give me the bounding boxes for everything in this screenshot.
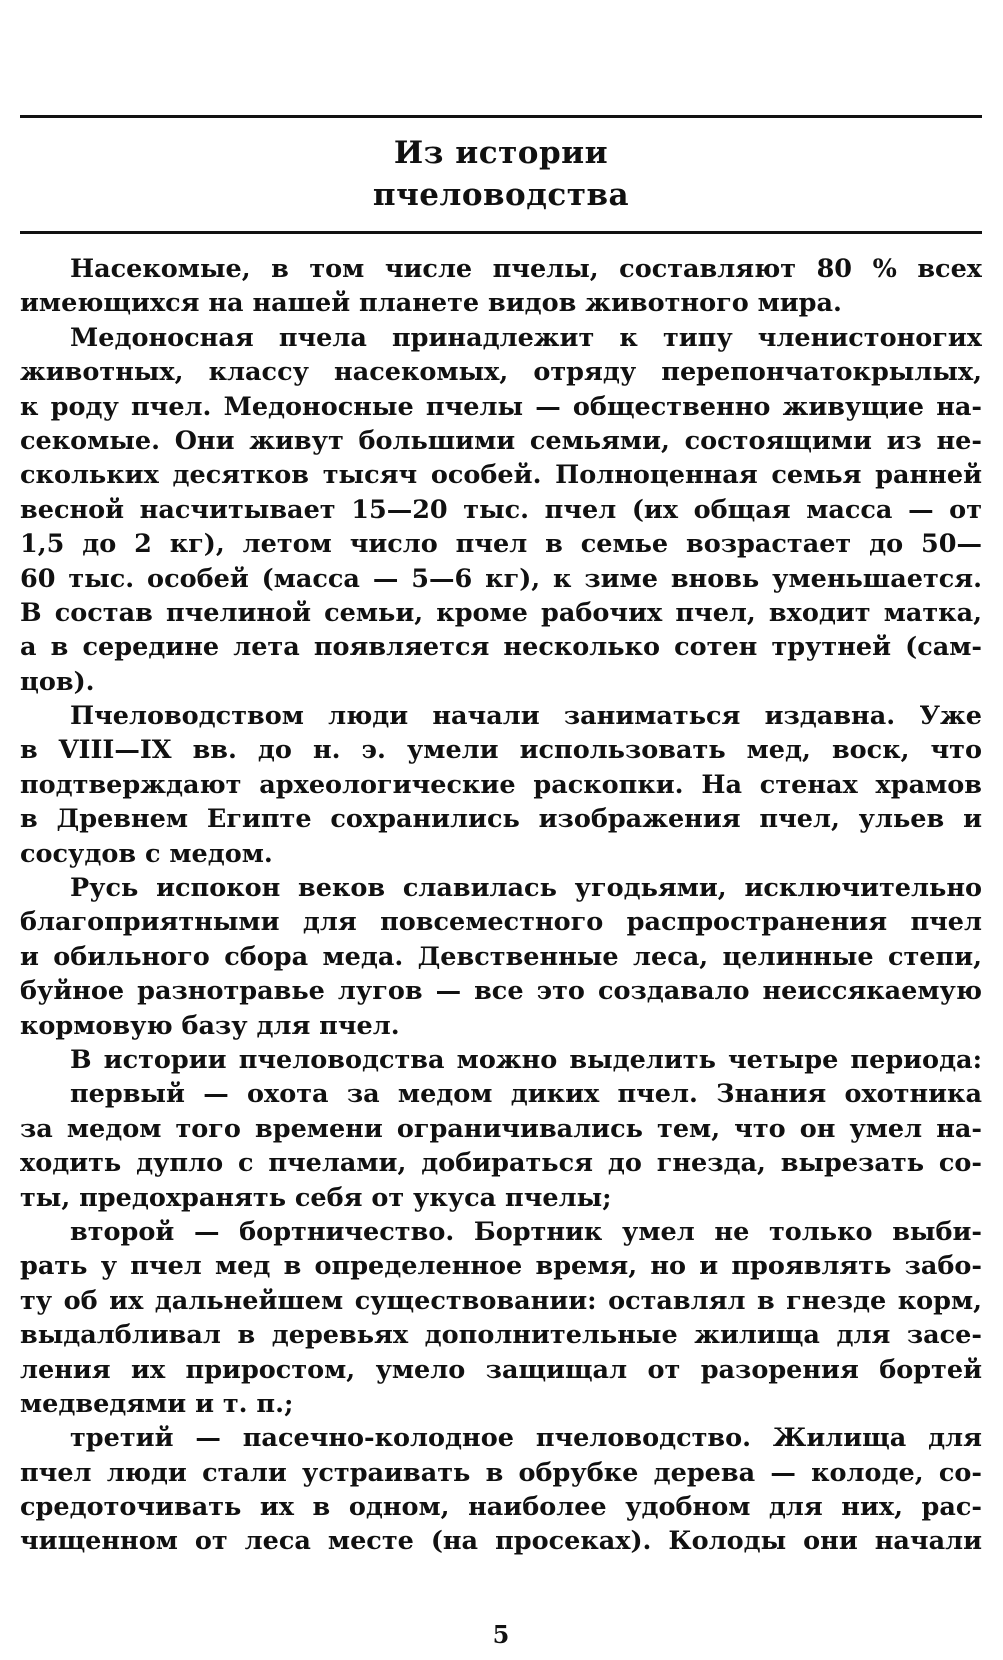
top-rule bbox=[20, 115, 982, 118]
text-line: ту об их дальнейшем существовании: оставлял в гнезде корм, bbox=[20, 1285, 982, 1316]
text-line: 60 тыс. особей (масса — 5—6 кг), к зиме вновь уменьшается. bbox=[20, 563, 982, 594]
text-line: скольких десятков тысяч особей. Полноценная семья ранней bbox=[20, 460, 982, 491]
bottom-rule bbox=[20, 231, 982, 234]
text-line: цов). bbox=[20, 666, 95, 697]
page-number: 5 bbox=[492, 1620, 510, 1649]
text-line: рать у пчел мед в определенное время, но и проявлять забо- bbox=[20, 1251, 982, 1282]
text-line: кормовую базу для пчел. bbox=[20, 1010, 400, 1041]
text-line: выдалбливал в деревьях дополнительные жилища для засе- bbox=[20, 1320, 982, 1351]
text-line: ты, предохранять себя от укуса пчелы; bbox=[20, 1182, 612, 1213]
text-line: пчел люди стали устраивать в обрубке дерева — колоде, со- bbox=[20, 1457, 982, 1488]
text-line: ходить дупло с пчелами, добираться до гнезда, вырезать со- bbox=[20, 1148, 982, 1179]
text-line: ления их приростом, умело защищал от разорения бортей bbox=[20, 1354, 982, 1385]
text-line: в VIII—IX вв. до н. э. умели использовать мед, воск, что bbox=[20, 735, 982, 766]
text-line: секомые. Они живут большими семьями, состоящими из не- bbox=[20, 425, 982, 456]
text-line: второй — бортничество. Бортник умел не только выби- bbox=[70, 1216, 982, 1247]
text-line: Насекомые, в том числе пчелы, составляют 80 % всех bbox=[70, 254, 982, 284]
text-line: в Древнем Египте сохранились изображения пчел, ульев и bbox=[20, 804, 982, 835]
text-line: за медом того времени ограничивались тем, что он умел на- bbox=[20, 1113, 982, 1144]
body-text bbox=[20, 252, 982, 1559]
text-line: третий — пасечно-колодное пчеловодство. Жилища для bbox=[70, 1423, 982, 1454]
text-line: медведями и т. п.; bbox=[20, 1388, 294, 1419]
chapter-title bbox=[20, 132, 982, 216]
text-line: сосудов с медом. bbox=[20, 838, 273, 869]
chapter-title-line-2: пчеловодства bbox=[372, 177, 630, 213]
text-line: к роду пчел. Медоносные пчелы — общественно живущие на- bbox=[20, 391, 982, 422]
text-line: В состав пчелиной семьи, кроме рабочих пчел, входит матка, bbox=[20, 597, 982, 628]
text-line: благоприятными для повсеместного распространения пчел bbox=[20, 907, 982, 938]
text-line: а в середине лета появляется несколько сотен трутней (сам- bbox=[20, 632, 982, 663]
text-line: животных, классу насекомых, отряду перепончатокрылых, bbox=[20, 357, 982, 388]
text-line: 1,5 до 2 кг), летом число пчел в семье возрастает до 50— bbox=[20, 529, 982, 560]
text-line: Медоносная пчела принадлежит к типу членистоногих bbox=[70, 322, 982, 353]
text-line: подтверждают археологические раскопки. На стенах храмов bbox=[20, 769, 982, 800]
text-line: чищенном от леса месте (на просеках). Колоды они начали bbox=[20, 1526, 982, 1557]
book-page bbox=[20, 0, 982, 1660]
text-line: Русь испокон веков славилась угодьями, исключительно bbox=[70, 873, 982, 904]
text-line: имеющихся на нашей планете видов животного мира. bbox=[20, 288, 842, 319]
text-line: Пчеловодством люди начали заниматься издавна. Уже bbox=[70, 701, 982, 732]
text-line: первый — охота за медом диких пчел. Знания охотника bbox=[70, 1079, 982, 1110]
text-line: средоточивать их в одном, наиболее удобном для них, рас- bbox=[20, 1492, 982, 1523]
chapter-title-line-1: Из истории bbox=[393, 135, 609, 171]
text-line: и обильного сбора меда. Девственные леса, целинные степи, bbox=[20, 941, 982, 972]
text-line: весной насчитывает 15—20 тыс. пчел (их общая масса — от bbox=[20, 494, 982, 525]
text-line: В истории пчеловодства можно выделить четыре периода: bbox=[70, 1044, 982, 1075]
text-line: буйное разнотравье лугов — все это создавало неиссякаемую bbox=[20, 976, 982, 1007]
